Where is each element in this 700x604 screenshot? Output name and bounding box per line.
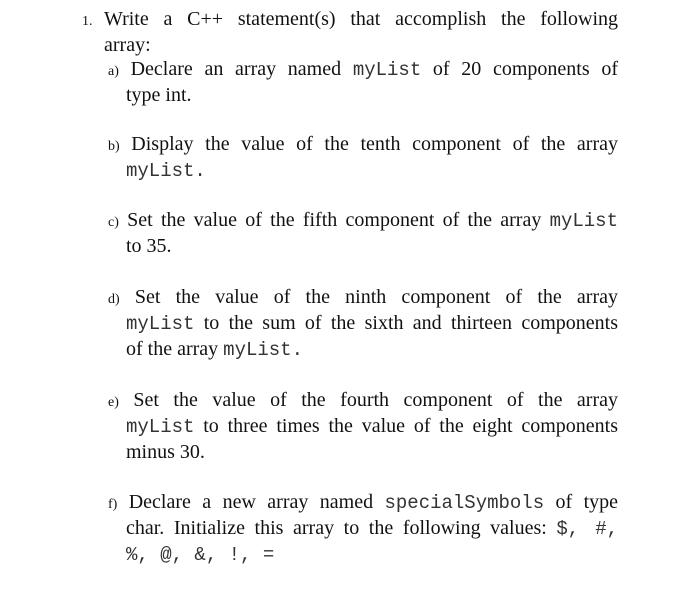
- item-b: [108, 131, 618, 183]
- item-a-text: Declare an array named: [130, 58, 353, 80]
- item-a-line-2: type int.: [126, 84, 192, 106]
- item-e: [108, 387, 618, 465]
- item-f-line-3: [108, 541, 618, 567]
- item-e-line-1: [108, 387, 618, 413]
- item-d-text-3: of the array: [126, 338, 224, 360]
- item-a-line-1: [108, 56, 618, 82]
- item-d-line-3: [108, 336, 618, 362]
- question-stem-text: Write a C++ statement(s) that accomplish the following: [104, 8, 618, 30]
- item-e-label: e): [108, 395, 119, 410]
- question-1: [82, 6, 618, 58]
- item-d-code: myList: [126, 313, 195, 335]
- question-stem-line-2: array:: [104, 34, 151, 56]
- item-d-code-2: myList.: [223, 339, 303, 361]
- item-c: [108, 207, 618, 259]
- item-d-label: d): [108, 292, 120, 307]
- item-a-text-post: of 20 components of: [421, 58, 618, 80]
- item-d-line-2: [108, 310, 618, 336]
- item-c-code: myList: [549, 210, 618, 232]
- item-f-code-3: %, @, &, !, =: [126, 544, 275, 566]
- item-f-code: specialSymbols: [384, 492, 545, 514]
- item-f-label: f): [108, 497, 118, 512]
- item-f: [108, 489, 618, 567]
- item-f-text-2: char. Initialize this array to the following values:: [126, 517, 557, 539]
- item-f-text-post: of type: [544, 491, 619, 513]
- item-e-code: myList: [126, 416, 195, 438]
- item-f-line-2: [108, 515, 618, 541]
- item-b-line-2: [108, 157, 618, 183]
- item-a-code: myList: [352, 59, 422, 81]
- item-d-line-1: [108, 284, 618, 310]
- item-e-line-3: minus 30.: [126, 441, 205, 463]
- item-e-text: Set the value of the fourth component of the array: [133, 389, 618, 411]
- item-d-text: Set the value of the ninth component of the array: [134, 286, 619, 308]
- item-b-code: myList.: [126, 160, 206, 182]
- item-b-text: Display the value of the tenth component of the array: [131, 133, 618, 155]
- question-stem-line-1: [82, 6, 618, 32]
- item-d: [108, 284, 618, 362]
- item-e-text-2: to three times the value of the eight components: [194, 415, 618, 437]
- item-b-line-1: [108, 131, 618, 157]
- item-e-line-2: [108, 413, 618, 439]
- item-d-text-2: to the sum of the sixth and thirteen components: [194, 312, 618, 334]
- item-b-label: b): [108, 139, 120, 154]
- item-c-line-1: [108, 207, 618, 233]
- item-a: [108, 56, 618, 108]
- item-f-line-1: [108, 489, 618, 515]
- question-number: 1.: [82, 14, 93, 29]
- item-f-text: Declare a new array named: [128, 491, 385, 513]
- item-a-label: a): [108, 64, 119, 79]
- item-f-code-2: $, #,: [556, 518, 618, 540]
- item-c-line-2: to 35.: [126, 235, 172, 257]
- item-c-label: c): [108, 215, 119, 230]
- item-c-text: Set the value of the fifth component of the array: [127, 209, 550, 231]
